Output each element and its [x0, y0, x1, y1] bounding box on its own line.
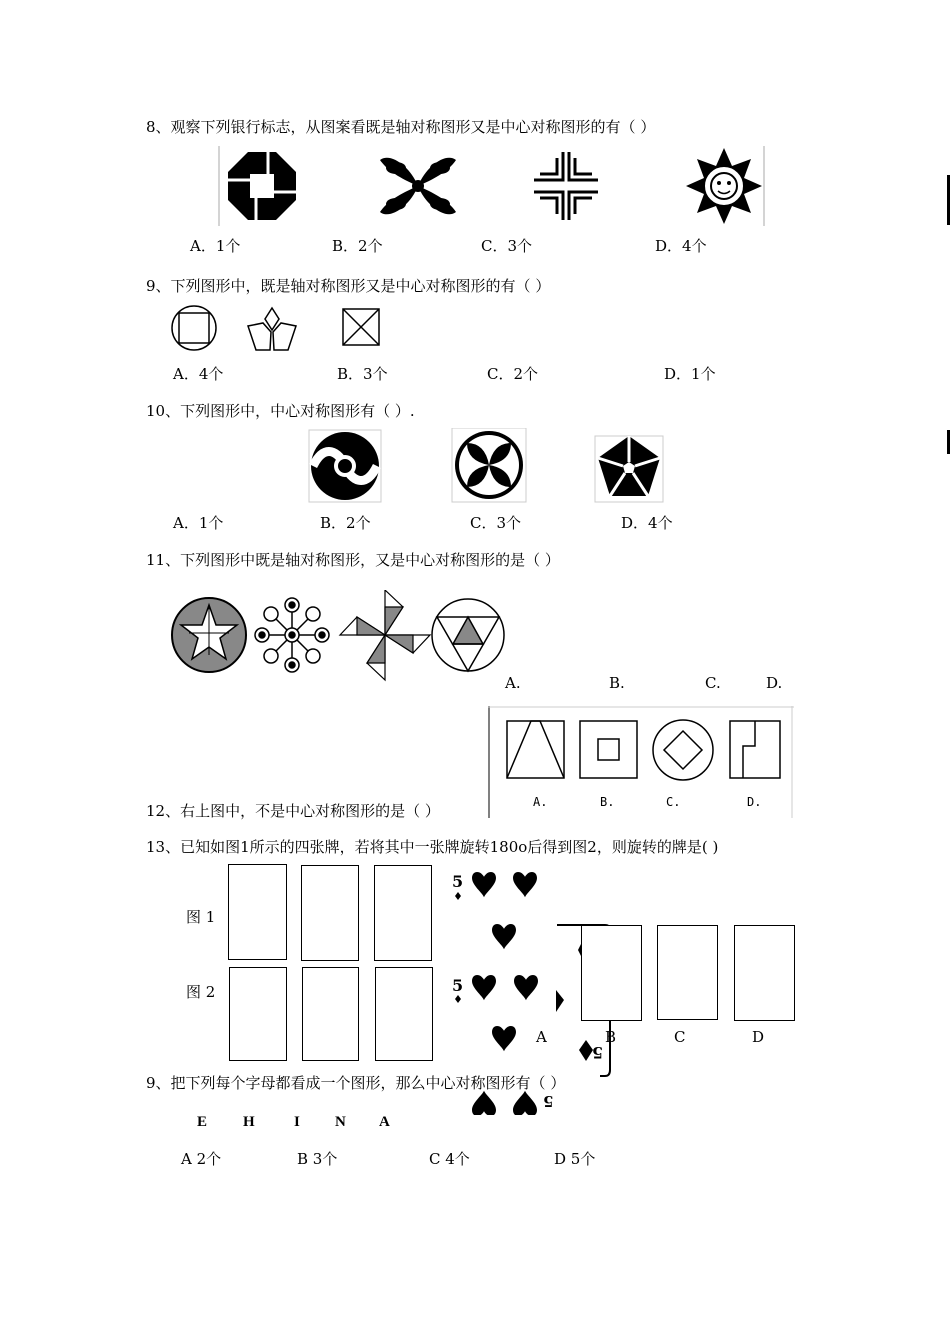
q9a-option-c: C．2个	[487, 365, 539, 383]
q10-option-d: D．4个	[621, 514, 673, 532]
heart-card-rank-middle: 5	[452, 976, 464, 995]
q9a-figures	[170, 304, 385, 354]
letter-a: A	[379, 1114, 390, 1130]
fig2-card-1	[229, 967, 287, 1061]
q8-option-c: C．3个	[481, 237, 533, 255]
q9b-option-c: C 4个	[429, 1150, 470, 1168]
q12-label-b: B.	[600, 795, 615, 809]
q10-option-a: A．1个	[173, 514, 224, 532]
q13-fig1-label: 图 1	[186, 908, 216, 926]
small-heart-mark-icon	[455, 892, 461, 900]
q11-question: 11、下列图形中既是轴对称图形，又是中心对称图形的是（ ）	[146, 551, 560, 569]
circle-petals-icon	[452, 428, 526, 502]
letter-e: E	[197, 1114, 208, 1130]
q13-fig2-label: 图 2	[186, 983, 216, 1001]
diamond-in-circle-icon	[653, 720, 713, 780]
q8-question: 8、观察下列银行标志，从图案看既是轴对称图形又是中心对称图形的有（ ）	[146, 118, 656, 136]
q10-option-c: C．3个	[470, 514, 522, 532]
q12-label-d: D.	[747, 795, 762, 809]
fig1-card-2	[301, 865, 359, 961]
q9b-option-a: A 2个	[181, 1150, 222, 1168]
q9a-option-a: A．4个	[173, 365, 224, 383]
q8-logos	[218, 146, 766, 226]
q11-label-d: D.	[766, 674, 783, 692]
fig2-card-2	[302, 967, 359, 1061]
pinwheel-icon	[340, 590, 430, 680]
diamond-card-rank: 5	[592, 1043, 604, 1062]
q10-option-b: B．2个	[320, 514, 371, 532]
flower-circles-icon	[255, 598, 329, 672]
heart-icon	[513, 872, 537, 897]
heart-icon	[514, 975, 538, 1000]
heart-icon	[472, 975, 496, 1000]
fig2-card-3	[375, 967, 433, 1061]
diamond-icon	[556, 990, 564, 1012]
q12-label-a: A.	[533, 795, 548, 809]
letter-i: I	[294, 1114, 300, 1130]
triangle-in-circle-icon	[432, 599, 504, 671]
heart-icon	[472, 872, 496, 897]
q8-option-b: B．2个	[332, 237, 383, 255]
heart-icon	[492, 924, 516, 949]
q11-label-c: C.	[705, 674, 721, 692]
diamond-icon	[579, 1040, 593, 1061]
q10-figures	[305, 428, 670, 506]
q13-label-a: A	[536, 1028, 547, 1046]
q13-label-d: D	[752, 1028, 765, 1046]
knot-logo-icon	[380, 158, 456, 215]
three-diamonds-icon	[248, 308, 296, 350]
square-in-square-icon	[580, 721, 637, 778]
q9a-question: 9、下列图形中，既是轴对称图形又是中心对称图形的有（ ）	[146, 277, 551, 295]
fig1-card-3	[374, 865, 432, 961]
q9a-option-b: B．3个	[337, 365, 388, 383]
q9a-option-d: D．1个	[664, 365, 716, 383]
heart-card-rank-top: 5	[452, 872, 464, 891]
q8-option-d: D．4个	[655, 237, 707, 255]
q13-question: 13、已知如图1所示的四张牌，若将其中一张牌旋转180o后得到图2，则旋转的牌是( )	[146, 838, 719, 856]
option-card-d	[734, 925, 795, 1021]
q11-label-a: A.	[505, 674, 521, 692]
pentagon-pattern-icon	[595, 436, 663, 502]
octagon-logo-icon	[228, 152, 296, 220]
step-square-icon	[730, 721, 780, 778]
sun-star-logo-icon	[686, 148, 762, 224]
option-card-b	[581, 925, 642, 1021]
yin-yang-wave-icon	[309, 430, 381, 502]
letter-h: H	[243, 1114, 255, 1130]
circle-square-icon	[172, 306, 216, 350]
fig1-card-1	[228, 864, 287, 960]
q12-question: 12、右上图中，不是中心对称图形的是（ ）	[146, 802, 440, 820]
q13-label-b: B	[605, 1028, 617, 1046]
q8-option-a: A．1个	[190, 237, 241, 255]
cross-lines-logo-icon	[534, 152, 598, 220]
star-in-circle-icon	[172, 598, 246, 672]
q12-label-c: C.	[666, 795, 681, 809]
heart-card-rank-bottom: 5	[543, 1092, 554, 1110]
heart-icon	[492, 1026, 516, 1051]
q9b-option-d: D 5个	[554, 1150, 596, 1168]
q9b-letters	[197, 1112, 399, 1131]
square-cross-icon	[343, 309, 379, 345]
q9b-option-b: B 3个	[297, 1150, 338, 1168]
letter-n: N	[335, 1114, 346, 1130]
q10-question: 10、下列图形中，中心对称图形有（ ）.	[146, 402, 415, 420]
q9b-question: 9、把下列每个字母都看成一个图形，那么中心对称图形有（ ）	[146, 1074, 566, 1092]
q13-label-c: C	[674, 1028, 686, 1046]
q11-figures	[170, 590, 510, 685]
q11-label-b: B.	[609, 674, 625, 692]
option-card-c	[657, 925, 718, 1020]
triangle-in-square-icon	[507, 721, 564, 778]
